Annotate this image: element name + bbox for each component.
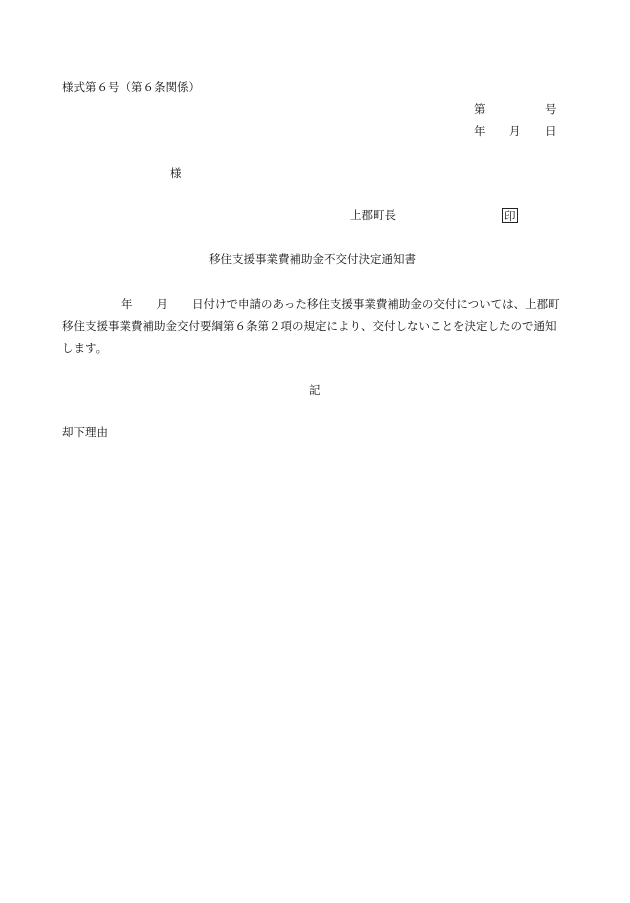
document-number-prefix: 第 bbox=[474, 102, 486, 116]
body-year: 年 bbox=[121, 297, 133, 311]
reason-label: 却下理由 bbox=[62, 425, 108, 439]
body-line1: 日付けで申請のあった移住支援事業費補助金の交付については、上郡町 bbox=[192, 297, 560, 311]
date-month: 月 bbox=[509, 124, 521, 138]
body-line2: 移住支援事業費補助金交付要綱第６条第２項の規定により、交付しないことを決定したので通知 bbox=[62, 319, 557, 333]
date-year: 年 bbox=[474, 124, 486, 138]
document-number-suffix: 号 bbox=[545, 102, 557, 116]
form-label: 様式第６号（第６条関係） bbox=[62, 80, 200, 94]
seal-text: 印 bbox=[504, 209, 516, 223]
addressee-suffix: 様 bbox=[170, 166, 182, 180]
date-day: 日 bbox=[545, 124, 557, 138]
body-month: 月 bbox=[156, 297, 168, 311]
document-title: 移住支援事業費補助金不交付決定通知書 bbox=[209, 252, 416, 266]
notice-body bbox=[62, 293, 577, 359]
body-line3: します。 bbox=[62, 341, 108, 355]
seal-mark bbox=[502, 208, 518, 223]
sender-name: 上郡町長 bbox=[350, 208, 396, 222]
ki-heading: 記 bbox=[309, 383, 321, 397]
